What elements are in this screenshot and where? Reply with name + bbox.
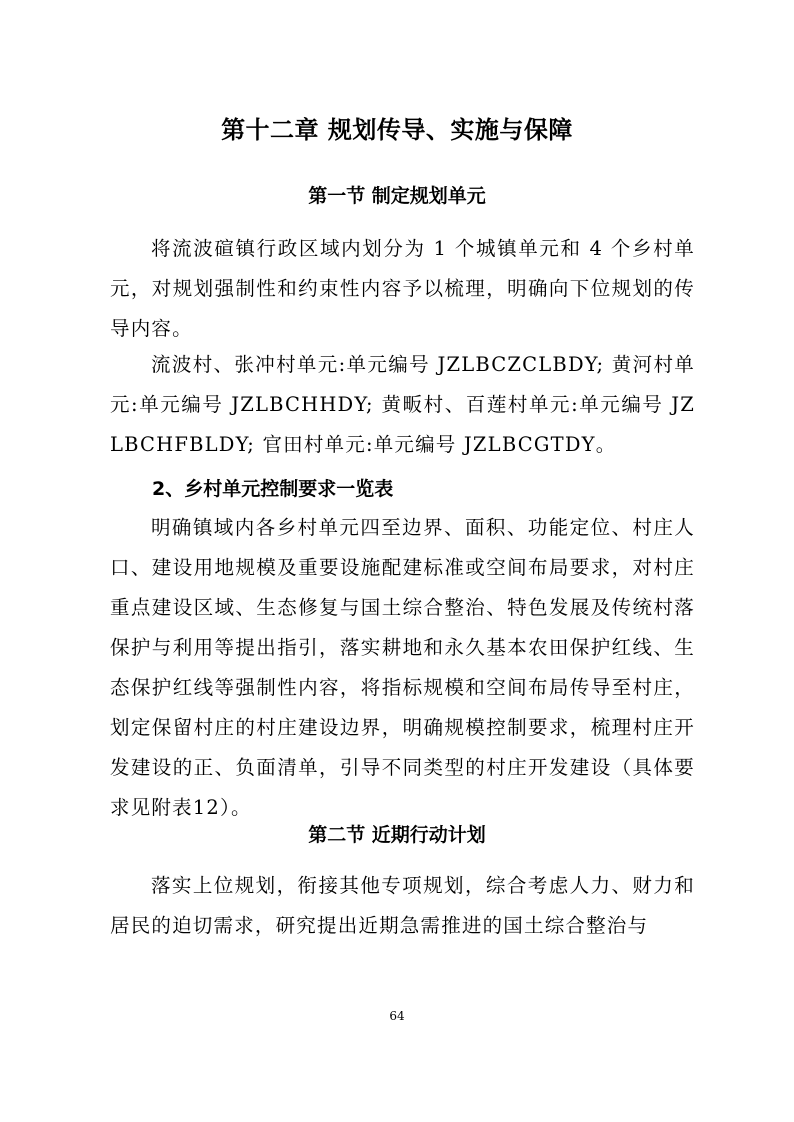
paragraph-near-term-action: 落实上位规划，衔接其他专项规划，综合考虑人力、财力和居民的迫切需求，研究提出近期急需推进的国土综合整治与 — [110, 874, 695, 937]
chapter-title: 第十二章 规划传导、实施与保障 — [221, 116, 573, 144]
page-number: 64 — [389, 1009, 405, 1023]
section-title-plan-units: 第一节 制定规划单元 — [308, 185, 486, 207]
paragraph-unit-codes: 流波村、张冲村单元:单元编号 JZLBCZCLBDY; 黄河村单元:单元编号 JZLBCHHDY; 黄畈村、百莲村单元:单元编号 JZLBCHFBLDY; 官田村单元:单元编号 JZLBCGTDY。 — [110, 353, 695, 456]
subheading-village-unit-requirements: 2、乡村单元控制要求一览表 — [152, 478, 394, 500]
section-title-near-term-action-plan: 第二节 近期行动计划 — [308, 824, 486, 846]
paragraph-village-unit-requirements: 明确镇域内各乡村单元四至边界、面积、功能定位、村庄人口、建设用地规模及重要设施配建标准或空间布局要求，对村庄重点建设区域、生态修复与国土综合整治、特色发展及传统村落保护与利用等提出指引，落实耕地和永久基本农田保护红线、生态保护红线等强制性内容，将指标规模和空间布局传导至村庄，划定保留村庄的村庄建设边界，明确规模控制要求，梳理村庄开发建设的正、负面清单，引导不同类型的村庄开发建设（具体要求见附表12）。 — [110, 516, 695, 819]
paragraph-unit-division: 将流波碹镇行政区域内划分为 1 个城镇单元和 4 个乡村单元，对规划强制性和约束性内容予以梳理，明确向下位规划的传导内容。 — [110, 237, 695, 340]
